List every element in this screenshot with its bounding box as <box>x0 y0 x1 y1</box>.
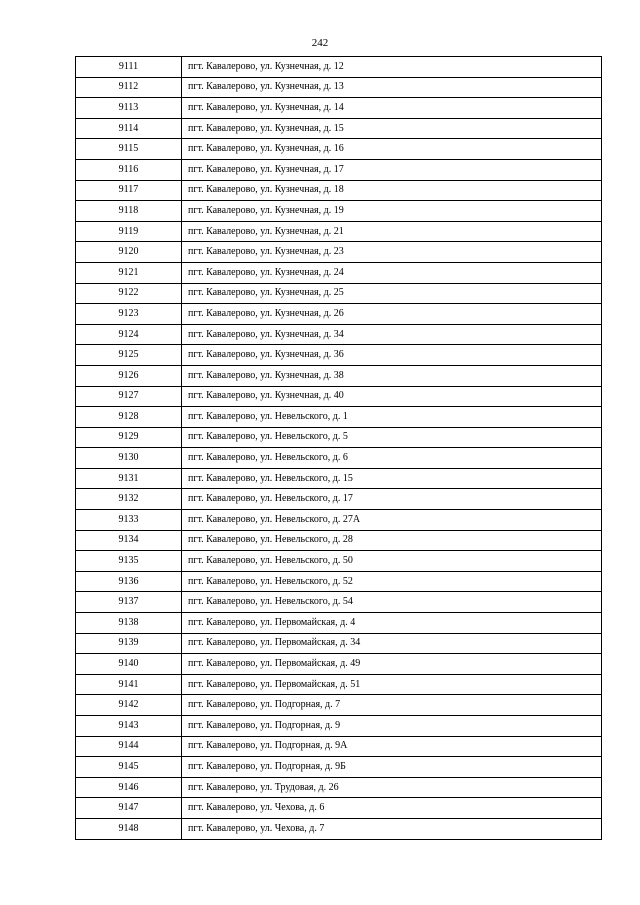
table-row <box>76 757 602 778</box>
address-cell: пгт. Кавалерово, ул. Первомайская, д. 49 <box>182 654 602 675</box>
table-row <box>76 674 602 695</box>
row-number-cell: 9146 <box>76 777 182 798</box>
row-number-cell: 9147 <box>76 798 182 819</box>
address-cell: пгт. Кавалерово, ул. Трудовая, д. 26 <box>182 777 602 798</box>
table-row <box>76 633 602 654</box>
address-cell: пгт. Кавалерово, ул. Подгорная, д. 9 <box>182 716 602 737</box>
row-number-cell: 9145 <box>76 757 182 778</box>
row-number-cell: 9122 <box>76 283 182 304</box>
table-row <box>76 427 602 448</box>
row-number-cell: 9129 <box>76 427 182 448</box>
table-row <box>76 304 602 325</box>
row-number-cell: 9111 <box>76 57 182 78</box>
row-number-cell: 9136 <box>76 571 182 592</box>
row-number-cell: 9118 <box>76 201 182 222</box>
table-row <box>76 324 602 345</box>
row-number-cell: 9142 <box>76 695 182 716</box>
row-number-cell: 9124 <box>76 324 182 345</box>
row-number-cell: 9119 <box>76 221 182 242</box>
row-number-cell: 9131 <box>76 468 182 489</box>
table-row <box>76 159 602 180</box>
address-cell: пгт. Кавалерово, ул. Невельского, д. 17 <box>182 489 602 510</box>
address-cell: пгт. Кавалерово, ул. Кузнечная, д. 40 <box>182 386 602 407</box>
table-body <box>76 57 602 840</box>
address-cell: пгт. Кавалерово, ул. Первомайская, д. 51 <box>182 674 602 695</box>
address-cell: пгт. Кавалерово, ул. Первомайская, д. 4 <box>182 613 602 634</box>
table-row <box>76 77 602 98</box>
row-number-cell: 9121 <box>76 262 182 283</box>
row-number-cell: 9114 <box>76 118 182 139</box>
address-cell: пгт. Кавалерово, ул. Кузнечная, д. 18 <box>182 180 602 201</box>
address-cell: пгт. Кавалерово, ул. Невельского, д. 1 <box>182 407 602 428</box>
row-number-cell: 9148 <box>76 818 182 839</box>
address-cell: пгт. Кавалерово, ул. Кузнечная, д. 24 <box>182 262 602 283</box>
row-number-cell: 9113 <box>76 98 182 119</box>
table-row <box>76 345 602 366</box>
address-table <box>75 56 602 840</box>
table-row <box>76 221 602 242</box>
page-number: 242 <box>311 37 329 49</box>
row-number-cell: 9117 <box>76 180 182 201</box>
table-row <box>76 139 602 160</box>
table-row <box>76 818 602 839</box>
table-row <box>76 736 602 757</box>
table-row <box>76 365 602 386</box>
address-cell: пгт. Кавалерово, ул. Невельского, д. 52 <box>182 571 602 592</box>
address-cell: пгт. Кавалерово, ул. Кузнечная, д. 34 <box>182 324 602 345</box>
row-number-cell: 9134 <box>76 530 182 551</box>
table-row <box>76 407 602 428</box>
address-cell: пгт. Кавалерово, ул. Кузнечная, д. 21 <box>182 221 602 242</box>
table-row <box>76 695 602 716</box>
address-cell: пгт. Кавалерово, ул. Кузнечная, д. 17 <box>182 159 602 180</box>
address-cell: пгт. Кавалерово, ул. Чехова, д. 6 <box>182 798 602 819</box>
address-cell: пгт. Кавалерово, ул. Невельского, д. 50 <box>182 551 602 572</box>
row-number-cell: 9126 <box>76 365 182 386</box>
row-number-cell: 9138 <box>76 613 182 634</box>
table-row <box>76 448 602 469</box>
row-number-cell: 9128 <box>76 407 182 428</box>
table-row <box>76 510 602 531</box>
table-row <box>76 530 602 551</box>
table-row <box>76 262 602 283</box>
table-row <box>76 592 602 613</box>
address-cell: пгт. Кавалерово, ул. Кузнечная, д. 36 <box>182 345 602 366</box>
row-number-cell: 9112 <box>76 77 182 98</box>
row-number-cell: 9137 <box>76 592 182 613</box>
address-cell: пгт. Кавалерово, ул. Подгорная, д. 9Б <box>182 757 602 778</box>
table-row <box>76 242 602 263</box>
row-number-cell: 9127 <box>76 386 182 407</box>
row-number-cell: 9135 <box>76 551 182 572</box>
table-row <box>76 551 602 572</box>
row-number-cell: 9141 <box>76 674 182 695</box>
address-cell: пгт. Кавалерово, ул. Невельского, д. 27А <box>182 510 602 531</box>
table-row <box>76 798 602 819</box>
table-row <box>76 57 602 78</box>
table-row <box>76 571 602 592</box>
table-row <box>76 201 602 222</box>
address-cell: пгт. Кавалерово, ул. Кузнечная, д. 26 <box>182 304 602 325</box>
address-cell: пгт. Кавалерово, ул. Невельского, д. 5 <box>182 427 602 448</box>
address-cell: пгт. Кавалерово, ул. Кузнечная, д. 15 <box>182 118 602 139</box>
address-cell: пгт. Кавалерово, ул. Подгорная, д. 9А <box>182 736 602 757</box>
address-cell: пгт. Кавалерово, ул. Невельского, д. 28 <box>182 530 602 551</box>
table-row <box>76 283 602 304</box>
address-cell: пгт. Кавалерово, ул. Кузнечная, д. 19 <box>182 201 602 222</box>
table-row <box>76 654 602 675</box>
address-cell: пгт. Кавалерово, ул. Чехова, д. 7 <box>182 818 602 839</box>
table-row <box>76 118 602 139</box>
address-cell: пгт. Кавалерово, ул. Кузнечная, д. 23 <box>182 242 602 263</box>
table-row <box>76 98 602 119</box>
address-cell: пгт. Кавалерово, ул. Первомайская, д. 34 <box>182 633 602 654</box>
row-number-cell: 9123 <box>76 304 182 325</box>
row-number-cell: 9133 <box>76 510 182 531</box>
address-cell: пгт. Кавалерово, ул. Кузнечная, д. 16 <box>182 139 602 160</box>
table-row <box>76 489 602 510</box>
row-number-cell: 9125 <box>76 345 182 366</box>
row-number-cell: 9139 <box>76 633 182 654</box>
table-row <box>76 386 602 407</box>
row-number-cell: 9116 <box>76 159 182 180</box>
table-row <box>76 613 602 634</box>
row-number-cell: 9144 <box>76 736 182 757</box>
address-cell: пгт. Кавалерово, ул. Кузнечная, д. 14 <box>182 98 602 119</box>
table-row <box>76 468 602 489</box>
address-cell: пгт. Кавалерово, ул. Невельского, д. 54 <box>182 592 602 613</box>
address-cell: пгт. Кавалерово, ул. Невельского, д. 6 <box>182 448 602 469</box>
row-number-cell: 9132 <box>76 489 182 510</box>
row-number-cell: 9120 <box>76 242 182 263</box>
address-cell: пгт. Кавалерово, ул. Невельского, д. 15 <box>182 468 602 489</box>
row-number-cell: 9130 <box>76 448 182 469</box>
row-number-cell: 9115 <box>76 139 182 160</box>
address-cell: пгт. Кавалерово, ул. Кузнечная, д. 25 <box>182 283 602 304</box>
address-cell: пгт. Кавалерово, ул. Кузнечная, д. 13 <box>182 77 602 98</box>
table-row <box>76 716 602 737</box>
address-cell: пгт. Кавалерово, ул. Кузнечная, д. 12 <box>182 57 602 78</box>
row-number-cell: 9143 <box>76 716 182 737</box>
row-number-cell: 9140 <box>76 654 182 675</box>
address-cell: пгт. Кавалерово, ул. Кузнечная, д. 38 <box>182 365 602 386</box>
table-row <box>76 180 602 201</box>
table-row <box>76 777 602 798</box>
address-cell: пгт. Кавалерово, ул. Подгорная, д. 7 <box>182 695 602 716</box>
